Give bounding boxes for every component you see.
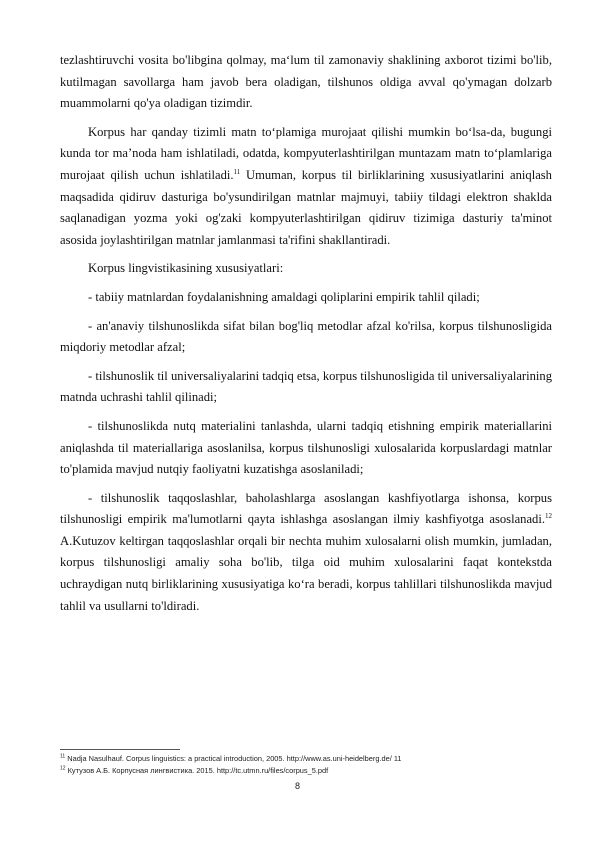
- paragraph-continuation: tezlashtiruvchi vosita bo'libgina qolmay, ma‘lum til zamonaviy shaklining axborot tizimi bo'lib, kutilmagan savollarga ham javob bera oladigan, tilshunos oldiga avval qo'ymagan dolzarb muammolarni qo'ya oladigan tizimdir.: [60, 53, 552, 111]
- footnote-divider: [60, 749, 180, 750]
- list-item: [60, 488, 552, 618]
- list-item: - tabiiy matnlardan foydalanishning amaldagi qoliplarini empirik tahlil qiladi;: [88, 289, 480, 304]
- paragraph-text: - tilshunoslik taqqoslashlar, baholashlarga asoslangan kashfiyotlarga ishonsa, korpus tilshunosligi empirik ma'lumotlarni qayta ishlashga asoslangan ilmiy kashfiyotga asoslanadi.: [60, 490, 552, 527]
- body-text: [60, 50, 552, 624]
- paragraph-features-heading: Korpus lingvistikasining xususiyatlari:: [88, 261, 284, 276]
- paragraph-text-after: Umuman, korpus til birliklarining xususiyatlarini aniqlash maqsadida qidiruv dasturiga bo'ysundirilgan matnlar majmuyi, tabiiy tildagi elektron shaklda saqlanadigan yozma yoki og'zaki kompyuterlashtirilgan qidiruv tizimiga dasturiy ta'minot asosida joylashtirilgan matnlar jamlanmasi ta'rifini shakllantiradi.: [60, 167, 552, 247]
- footnote-text: Nadja Nasulhauf. Corpus linguistics: a practical introduction, 2005. http://www.as.uni-heidelberg.de/ 11: [65, 754, 402, 763]
- footnote-number: 12: [60, 765, 66, 772]
- list-item: - an'anaviy tilshunoslikda sifat bilan bog'liq metodlar afzal ko'rilsa, korpus tilshunosligida miqdoriy metodlar afzal;: [60, 318, 552, 355]
- footnote-number: 11: [60, 753, 66, 760]
- page-number: 8: [294, 781, 300, 791]
- footnote-text: Кутузов А.Б. Корпусная лингвистика. 2015. http://tc.utmn.ru/files/corpus_5.pdf: [65, 766, 329, 775]
- footnote-ref-12[interactable]: 12: [545, 512, 552, 521]
- list-item: - tilshunoslik til universaliyalarini tadqiq etsa, korpus tilshunosligida til universaliyalarining matnda uchrashi tahlil qilinadi;: [60, 368, 552, 405]
- paragraph-text: Korpus har qanday tizimli matn to‘plamiga murojaat qilishi mumkin bo‘lsa-da, bugungi kunda tor ma’noda ham ishlatiladi, odatda, kompyuterlashtirilgan muntazam matn to‘plamlariga murojaat qilish uchun ishlatiladi.: [60, 124, 552, 182]
- footnote-ref-11[interactable]: 11: [233, 167, 241, 176]
- paragraph-corpus-definition: [60, 122, 552, 252]
- footnote-12: [60, 766, 552, 775]
- footnote-11: [60, 754, 552, 763]
- list-item: - tilshunoslikda nutq materialini tanlashda, ularni tadqiq etishning empirik materiallarini aniqlashda til materiallariga asoslanilsa, korpus tilshunosligi xulosalarida korpuslardagi matnlar to'plamida mavjud nutqiy faoliyatni kuzatishga asoslaniladi;: [60, 418, 552, 477]
- paragraph-text-after: A.Kutuzov keltirgan taqqoslashlar orqali bir nechta muhim xulosalarni olish mumkin, jumladan, korpus tilshunosligi amaliy soha bo'lib, tilga oid muhim xulosalarini faqat kontekstda uchraydigan nutq birliklarining xususiyatiga ko‘ra beradi, korpus tahlillari tilshunoslikda mavjud tahlil va usullarni to'ldiradi.: [60, 533, 552, 613]
